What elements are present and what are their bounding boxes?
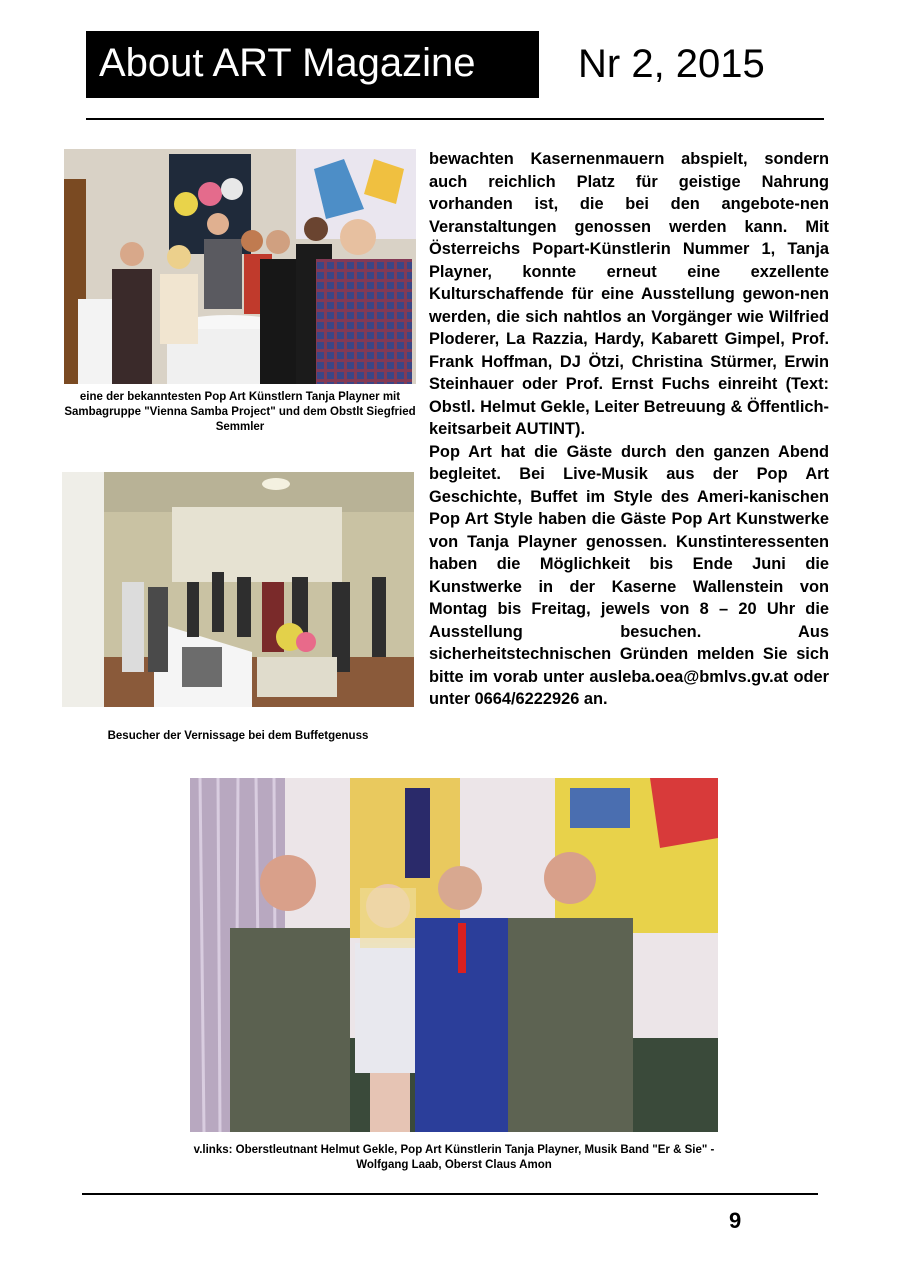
article-paragraph-2: Pop Art hat die Gäste durch den ganzen Abend begleitet. Bei Live-Musik aus der Pop Art Geschichte, Buffet im Style des Ameri-kanischen Pop Art Style haben die Gäste Pop Art Kunstwerke von Tanja Playner genossen. Kunstinteressenten haben die Möglichkeit bis Ende Juni die Kunstwerke in der Kaserne Wallenstein von Montag bis Freitag, jewels von 8 – 20 Uhr die Ausstellung besuchen. Aus sicherheitstechnischen Gründen melden Sie sich bitte im vorab unter ausleba.oea@bmlvs.gv.at oder unter 0664/6222926 an. [429,442,829,708]
masthead [86,31,539,98]
issue-number: Nr 2, 2015 [578,42,765,86]
bottom-divider [82,1193,818,1195]
page-number: 9 [729,1208,742,1233]
magazine-title: About ART Magazine [99,41,476,85]
photo3-caption: v.links: Oberstleutnant Helmut Gekle, Pop Art Künstlerin Tanja Playner, Musik Band "Er & Sie" - Wolfgang Laab, Oberst Claus Amon [193,1144,715,1171]
photo2-caption: Besucher der Vernissage bei dem Buffetgenuss [107,730,369,742]
photo-buffet [62,472,414,707]
article-paragraph-1: bewachten Kasernenmauern abspielt, sondern auch reichlich Platz für geistige Nahrung vorhanden ist, die bei den angebote-nen Veranstaltungen genossen werden kann. Mit Österreichs Popart-Künstlerin Nummer 1, Tanja Playner, konnte erneut eine exzellente Kulturschaffende für eine Ausstellung gewon-nen werden, die sich nahtlos an Vorgänger wie Wilfried Ploderer, La Razzia, Hardy, Kabarett Gimpel, Prof. Frank Hoffman, DJ Ötzi, Christina Stürmer, Erwin Steinhauer oder Prof. Ernst Fuchs einreiht (Text: Obstl. Helmut Gekle, Leiter Betreuung & Öffentlich-keitsarbeit AUTINT). [429,150,829,438]
article-body [429,148,829,711]
photo-artist-officers [190,778,718,1132]
photo-group-reception [64,149,416,384]
photo1-caption: eine der bekanntesten Pop Art Künstlern Tanja Playner mit Sambagruppe "Vienna Samba Project" und dem Obstlt Siegfried Semmler [64,391,416,433]
top-divider [86,118,824,120]
